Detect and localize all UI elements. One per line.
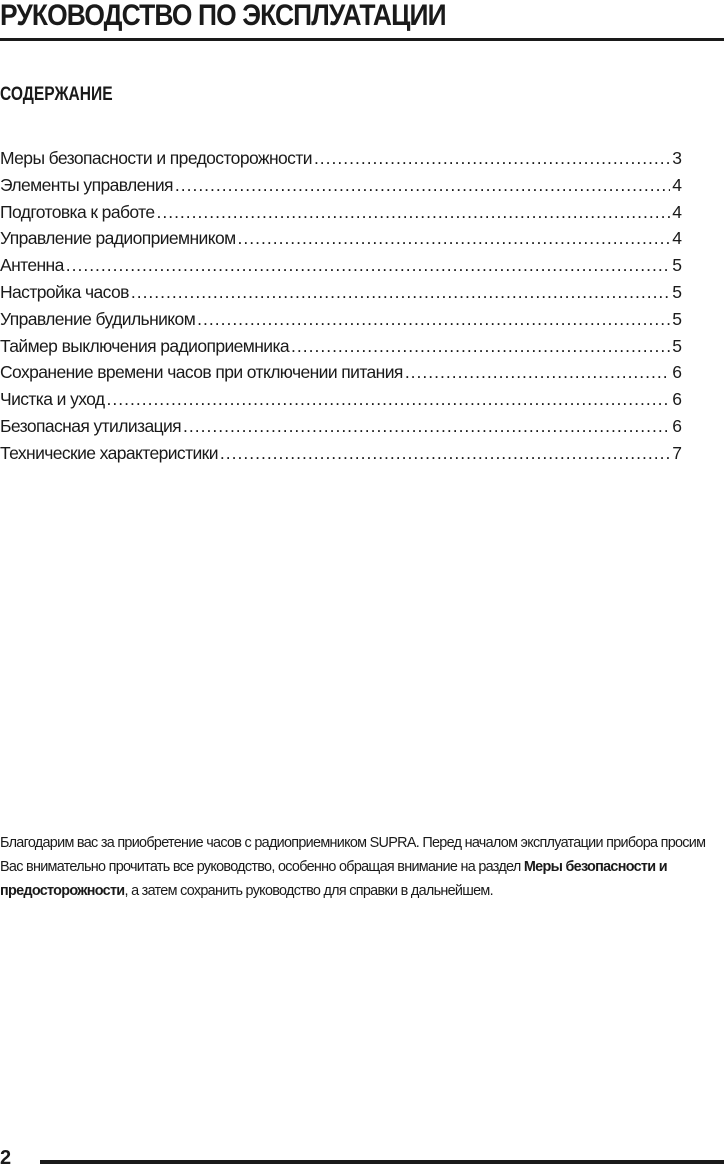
footer-divider — [40, 1160, 724, 1164]
toc-item[interactable] — [0, 199, 682, 226]
header-divider — [0, 38, 724, 41]
toc-item[interactable] — [0, 145, 682, 172]
toc-dot-leader — [197, 306, 670, 333]
toc-dot-leader — [156, 199, 670, 226]
toc-item[interactable] — [0, 252, 682, 279]
intro-text: Благодарим вас за приобретение часов с радиоприемником SUPRA. Перед началом эксплуатации прибора просим Вас внимательно прочитать все руководство, особенно обращая внимание на раздел — [0, 835, 706, 875]
toc-dot-leader — [314, 145, 670, 172]
toc-item[interactable] — [0, 333, 682, 360]
toc-item-page: 6 — [672, 389, 682, 410]
toc-item-page: 4 — [672, 201, 682, 222]
toc-item[interactable] — [0, 279, 682, 306]
toc-item-title: Безопасная утилизация — [0, 415, 182, 436]
toc-item-title: Антенна — [0, 255, 64, 276]
toc-item[interactable] — [0, 172, 682, 199]
toc-item-page: 4 — [672, 174, 682, 195]
toc-item-page: 5 — [672, 335, 682, 356]
toc-item-page: 7 — [672, 442, 682, 463]
safety-section-reference: Меры безопасности и предосторожности — [0, 859, 667, 899]
toc-dot-leader — [405, 359, 670, 386]
toc-item-title: Подготовка к работе — [0, 201, 155, 222]
toc-dot-leader — [220, 440, 670, 467]
table-of-contents — [0, 145, 682, 467]
toc-item-title: Технические характеристики — [0, 442, 218, 463]
toc-item-page: 6 — [672, 362, 682, 383]
toc-item[interactable] — [0, 306, 682, 333]
toc-item[interactable] — [0, 413, 682, 440]
toc-dot-leader — [238, 225, 671, 252]
toc-item-page: 5 — [672, 255, 682, 276]
toc-item-page: 3 — [672, 148, 682, 168]
toc-item-title: Управление радиоприемником — [0, 228, 236, 249]
toc-item-title: Элементы управления — [0, 174, 173, 195]
toc-item-title: Управление будильником — [0, 308, 196, 329]
toc-dot-leader — [175, 172, 670, 199]
toc-item[interactable] — [0, 359, 682, 386]
toc-dot-leader — [183, 413, 670, 440]
toc-item-page: 6 — [672, 415, 682, 436]
toc-item-page: 4 — [672, 228, 682, 249]
toc-dot-leader — [131, 279, 670, 306]
toc-item-title: Чистка и уход — [0, 389, 105, 410]
toc-dot-leader — [107, 386, 671, 413]
toc-item-title: Таймер выключения радиоприемника — [0, 335, 290, 356]
toc-dot-leader — [291, 333, 670, 360]
toc-item-title: Настройка часов — [0, 281, 129, 302]
page-number: 2 — [0, 1147, 12, 1169]
toc-item-page: 5 — [672, 308, 682, 329]
toc-dot-leader — [66, 252, 671, 279]
toc-item[interactable] — [0, 386, 682, 413]
toc-item-title: Меры безопасности и предосторожности — [0, 148, 312, 168]
toc-item[interactable] — [0, 225, 682, 252]
intro-paragraph — [0, 831, 724, 903]
toc-item-page: 5 — [672, 281, 682, 302]
toc-item[interactable] — [0, 440, 682, 467]
contents-heading: СОДЕРЖАНИЕ — [0, 84, 113, 105]
page-title: РУКОВОДСТВО ПО ЭКСПЛУАТАЦИИ — [0, 0, 446, 32]
intro-text-end: , а затем сохранить руководство для справки в дальнейшем. — [124, 883, 493, 899]
toc-item-title: Сохранение времени часов при отключении питания — [0, 362, 403, 383]
